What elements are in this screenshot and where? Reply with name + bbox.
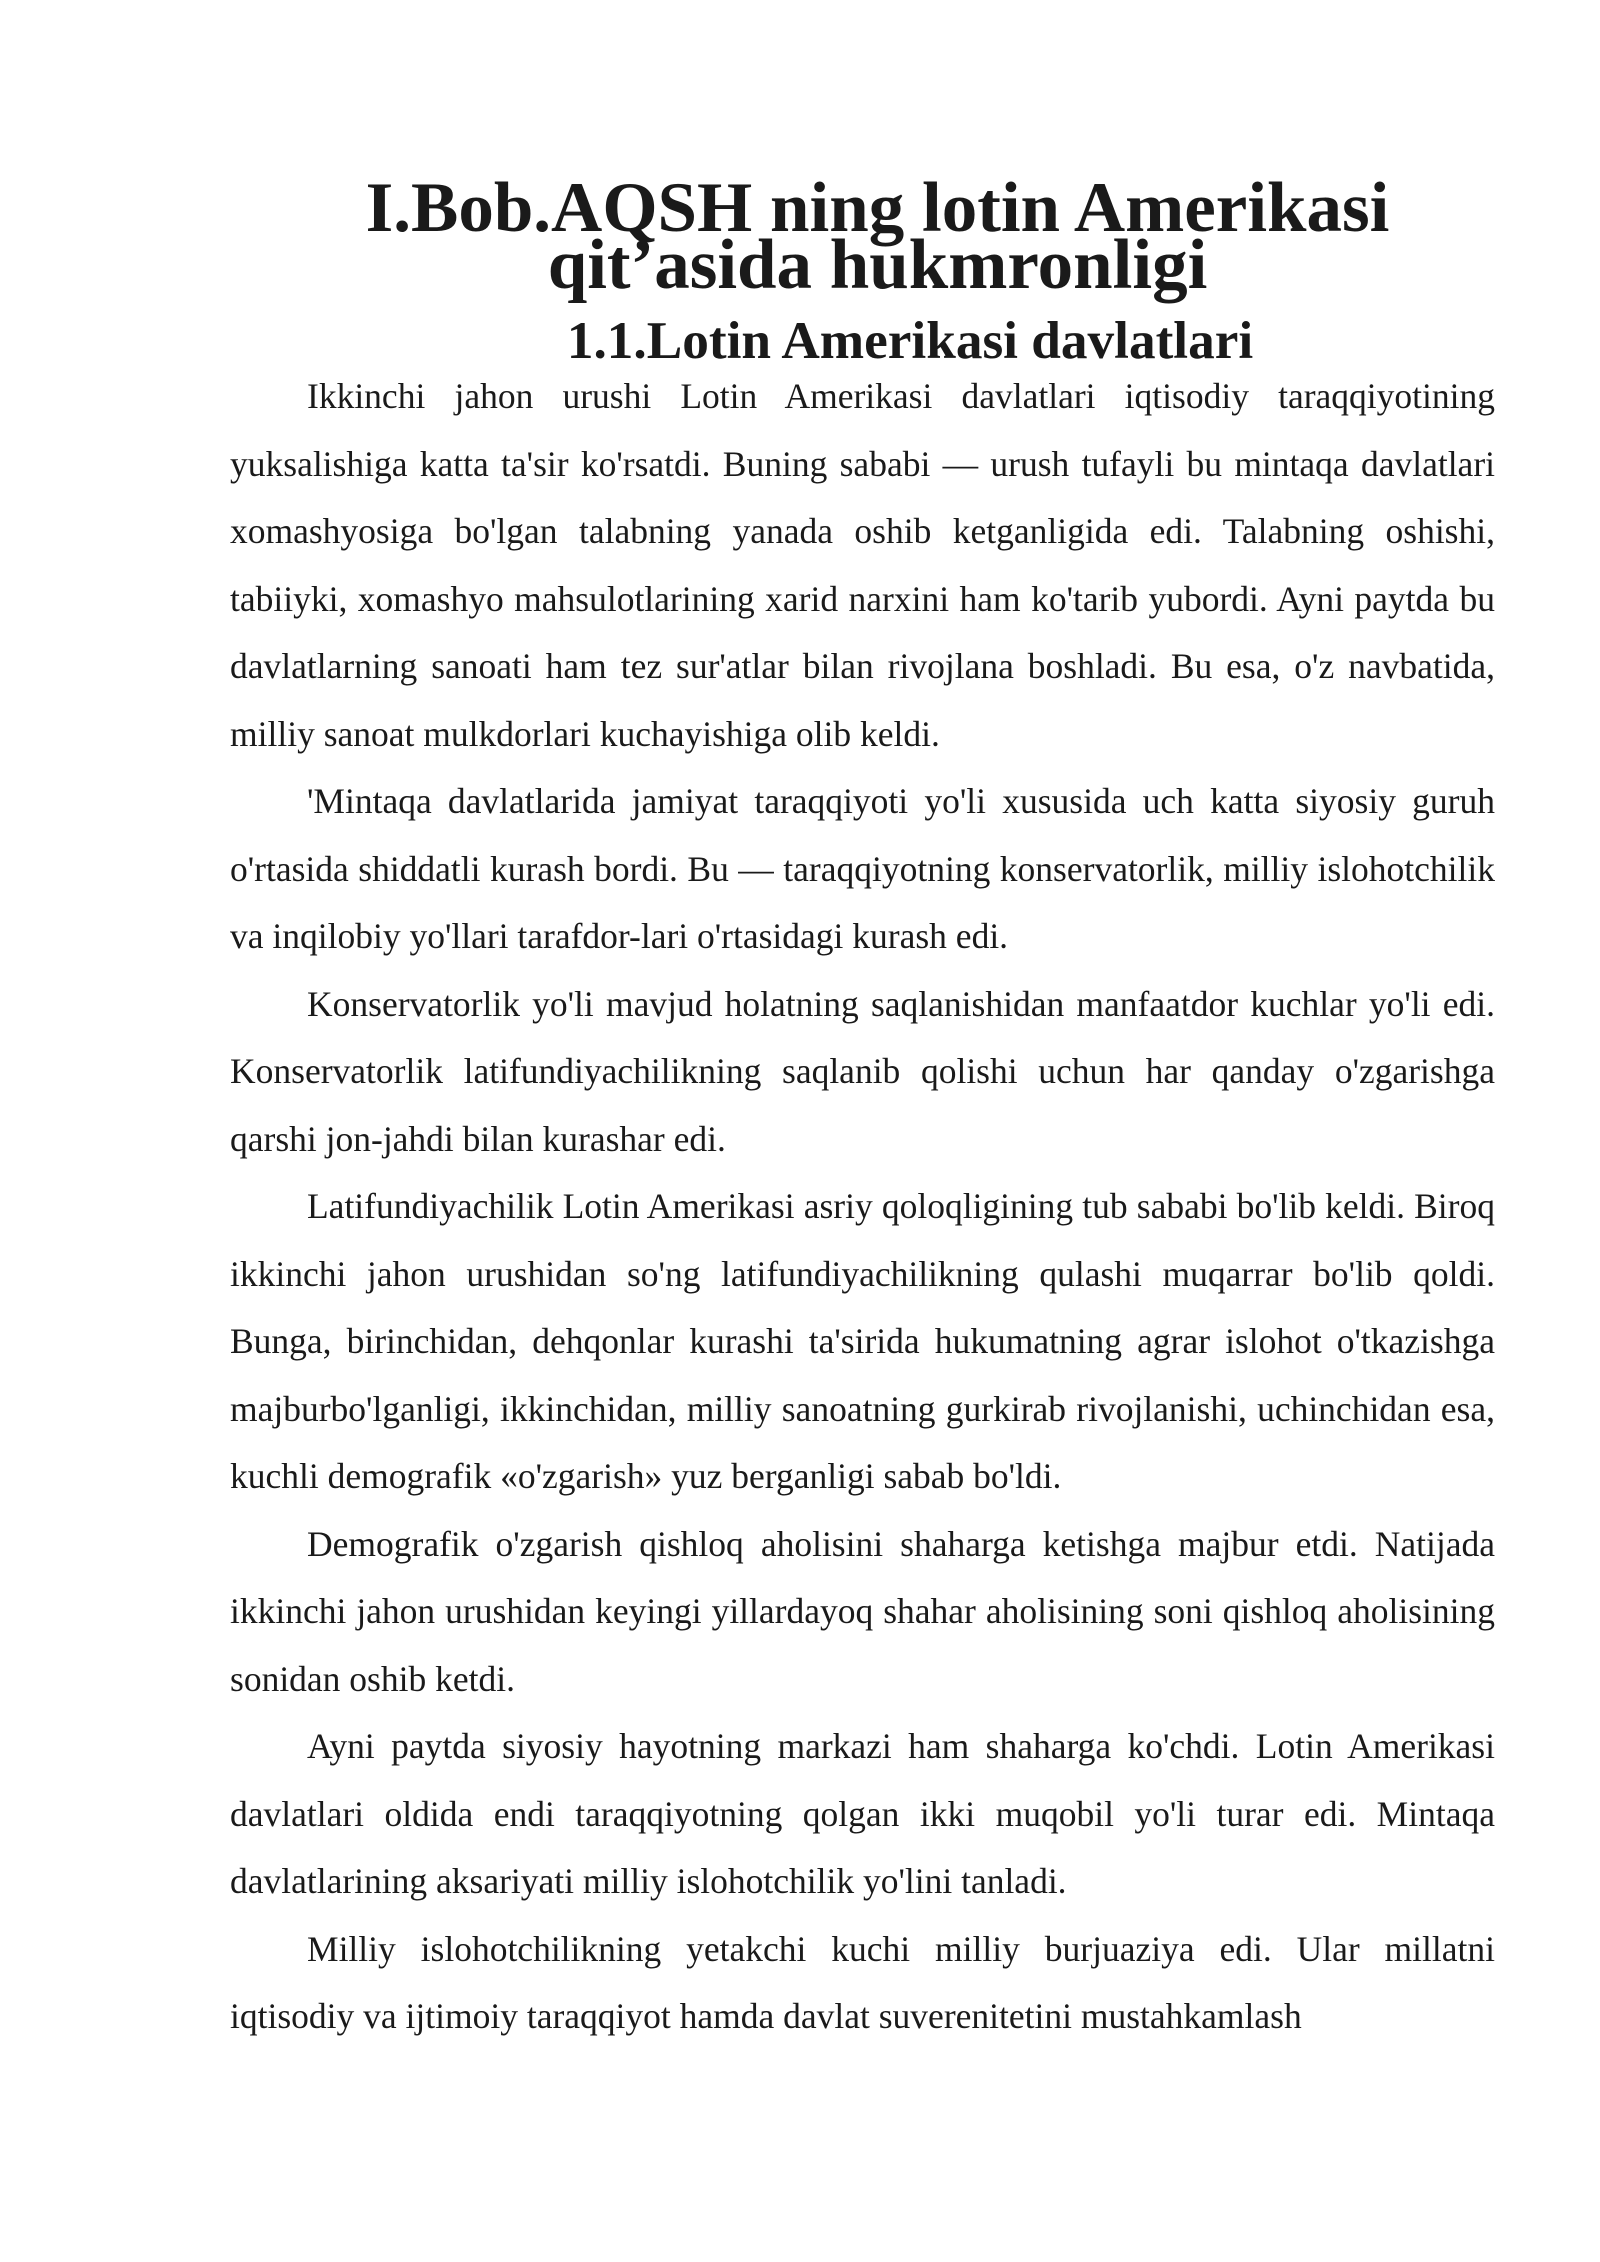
paragraph-3: Konservatorlik yo'li mavjud holatning saqlanishidan manfaatdor kuchlar yo'li edi. Konservatorlik latifundiyachilikning saqlanib qolishi uchun har qanday o'zgarishga qarshi jon-jahdi bilan kurashar edi.: [230, 983, 1495, 1159]
document-body: [230, 169, 1495, 2051]
paragraph-4: Latifundiyachilik Lotin Amerikasi asriy qoloqligining tub sababi bo'lib keldi. Biroq ikkinchi jahon urushidan so'ng latifundiyachilikning qulashi muqarrar bo'lib qoldi. Bunga, birinchidan, dehqonlar kurashi ta'sirida hukumatning agrar islohot o'tkazishga majburbo'lganligi, ikkinchidan, milliy sanoatning gurkirab rivojlanishi, uchinchidan esa, kuchli demografik «o'zgarish» yuz berganligi sabab bo'ldi.: [230, 1186, 1495, 1496]
paragraph-5: Demografik o'zgarish qishloq aholisini shaharga ketishga majbur etdi. Natijada ikkinchi jahon urushidan keyingi yillardayoq shahar aholisining soni qishloq aholisining sonidan oshib ketdi.: [230, 1523, 1495, 1699]
chapter-title: I.Bob.AQSH ning lotin Amerikasi qit’asida hukmronligi: [365, 169, 1390, 304]
paragraph-1: Ikkinchi jahon urushi Lotin Amerikasi davlatlari iqtisodiy taraqqiyotining yuksalishiga katta ta'sir ko'rsatdi. Buning sababi — urush tufayli bu mintaqa davlatlari xomashyosiga bo'lgan talabning yanada oshib ketganligida edi. Talabning oshishi, tabiiyki, xomashyo mahsulotlarining xarid narxini ham ko'tarib yubordi. Ayni paytda bu davlatlarning sanoati ham tez sur'atlar bilan rivojlana boshladi. Bu esa, o'z navbatida, milliy sanoat mulkdorlari kuchayishiga olib keldi.: [230, 376, 1495, 754]
section-title: 1.1.Lotin Amerikasi davlatlari: [566, 311, 1254, 370]
paragraph-6: Ayni paytda siyosiy hayotning markazi ham shaharga ko'chdi. Lotin Amerikasi davlatlari oldida endi taraqqiyotning qolgan ikki muqobil yo'li turar edi. Mintaqa davlatlarining aksariyati milliy islohotchilik yo'lini tanladi.: [230, 1726, 1495, 1901]
paragraph-2: 'Mintaqa davlatlarida jamiyat taraqqiyoti yo'li xususida uch katta siyosiy guruh o'rtasida shiddatli kurash bordi. Bu — taraqqiyotning konservatorlik, milliy islohotchilik va inqilobiy yo'llari tarafdor-lari o'rtasidagi kurash edi.: [230, 781, 1495, 956]
paragraph-7: Milliy islohotchilikning yetakchi kuchi milliy burjuaziya edi. Ular millatni iqtisodiy va ijtimoiy taraqqiyot hamda davlat suverenitetini mustahkamlash: [230, 1928, 1495, 2036]
